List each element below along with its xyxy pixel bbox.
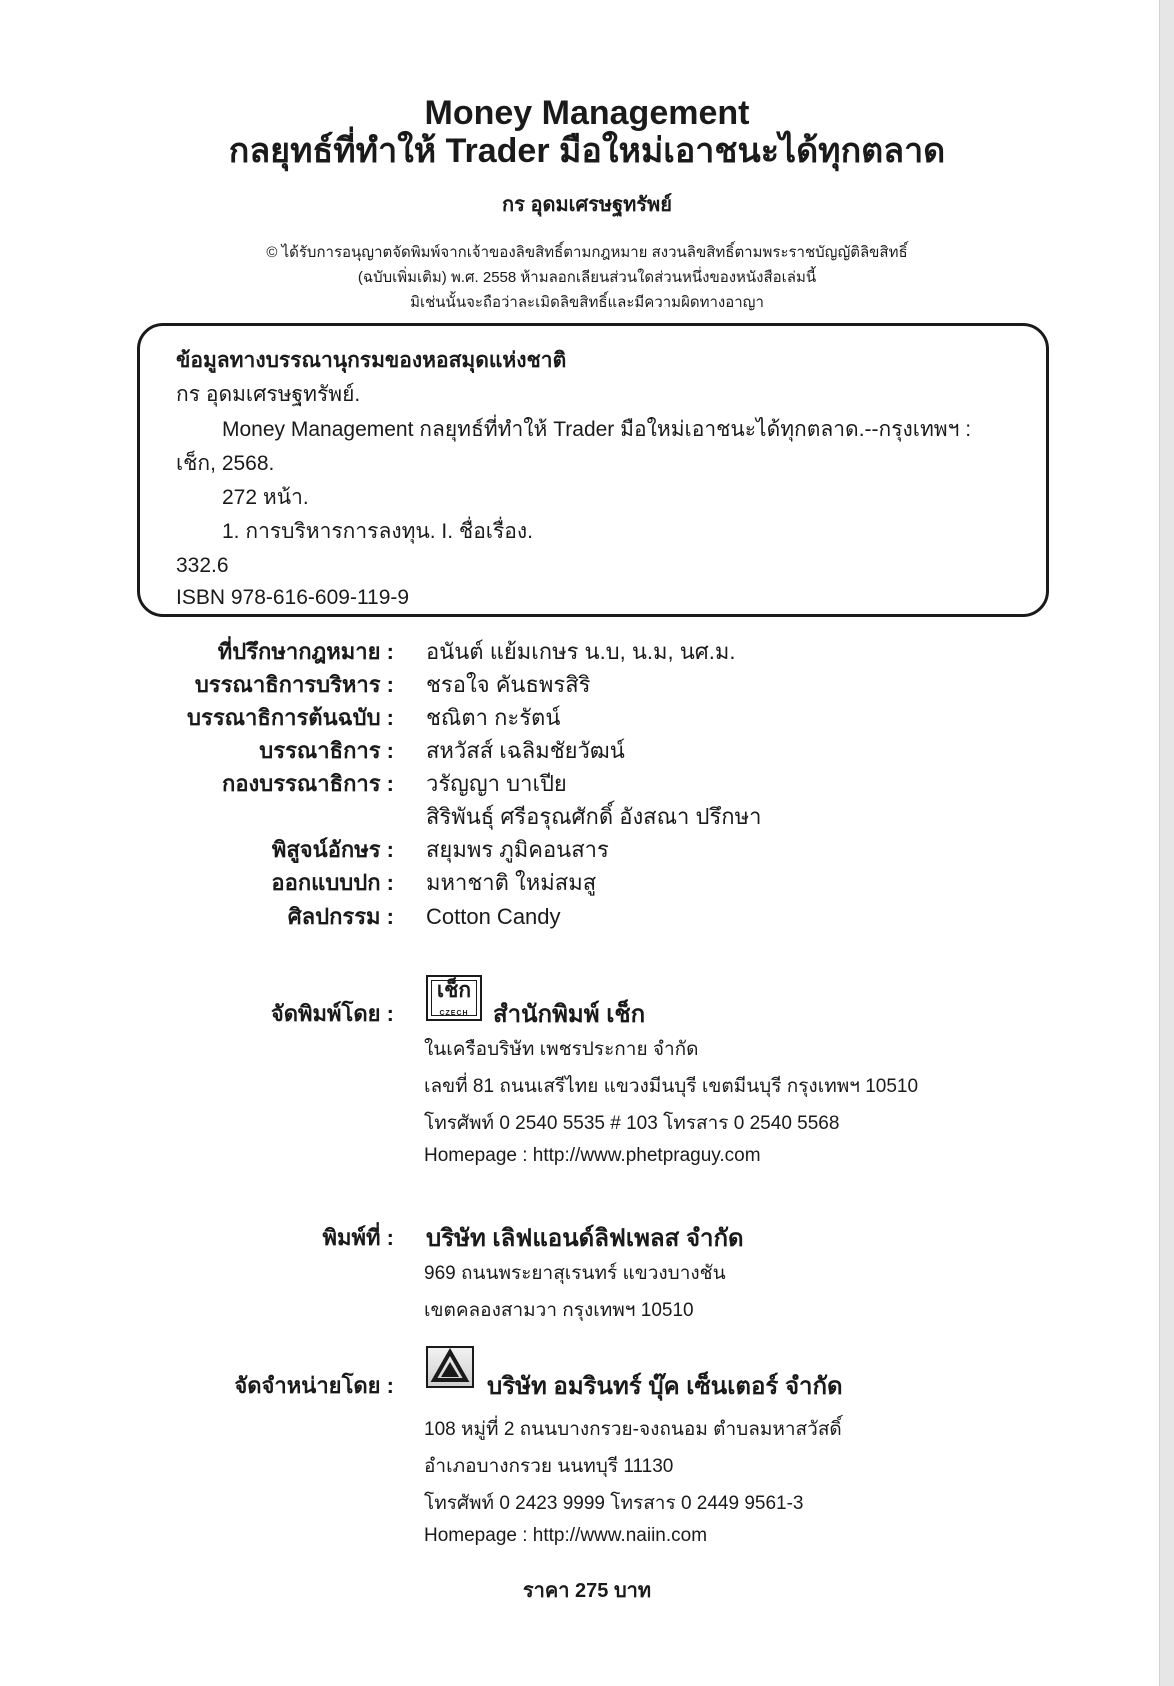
publisher-name: สำนักพิมพ์ เช็ก <box>493 1001 646 1028</box>
distributor-homepage: Homepage : http://www.naiin.com <box>424 1525 708 1546</box>
credit-label: ที่ปรึกษากฎหมาย : <box>217 639 394 664</box>
amarin-logo-icon <box>426 1346 474 1388</box>
credit-value: อนันต์ แย้มเกษร น.บ, น.ม, นศ.ม. <box>426 639 736 664</box>
copyright-line: © ได้รับการอนุญาตจัดพิมพ์จากเจ้าของลิขสิทธิ์ตามกฎหมาย สงวนลิขสิทธิ์ตามพระราชบัญญัติลิขสิทธิ์ <box>266 244 908 261</box>
publisher-line: ในเครือบริษัท เพชรประกาย จำกัด <box>424 1039 699 1060</box>
logo-text: เช็ก <box>436 979 472 1002</box>
credit-value: ชรอใจ คันธพรสิริ <box>426 672 591 697</box>
triangle-icon <box>428 1348 472 1386</box>
book-price: ราคา 275 บาท <box>522 1580 652 1602</box>
cip-subject: 1. การบริหารการลงทุน. I. ชื่อเรื่อง. <box>222 520 533 543</box>
cip-title-line: Money Management กลยุทธ์ที่ทำให้ Trader มือใหม่เอาชนะได้ทุกตลาด.--กรุงเทพฯ : <box>222 418 972 441</box>
credit-value: วรัญญา บาเปีย <box>426 771 567 796</box>
credit-label: ศิลปกรรม : <box>287 904 394 929</box>
credit-value: Cotton Candy <box>426 904 561 929</box>
copyright-notice <box>0 240 1174 315</box>
credit-value: สหวัสส์ เฉลิมชัยวัฒน์ <box>426 738 625 763</box>
cip-isbn: ISBN 978-616-609-119-9 <box>176 586 410 609</box>
distributor-phone: โทรศัพท์ 0 2423 9999 โทรสาร 0 2449 9561-3 <box>424 1493 804 1514</box>
credit-label: บรรณาธิการ : <box>259 738 394 763</box>
copyright-line: มิเช่นนั้นจะถือว่าละเมิดลิขสิทธิ์และมีความผิดทางอาญา <box>410 294 764 311</box>
printer-address: เขตคลองสามวา กรุงเทพฯ 10510 <box>424 1300 694 1321</box>
credit-value: ชณิตา กะรัตน์ <box>426 705 561 730</box>
cataloging-in-publication-box <box>137 323 1049 617</box>
credit-label: กองบรรณาธิการ : <box>222 771 394 796</box>
publisher-homepage: Homepage : http://www.phetpraguy.com <box>424 1145 761 1166</box>
credit-label: บรรณาธิการบริหาร : <box>194 672 394 697</box>
publisher-phone: โทรศัพท์ 0 2540 5535 # 103 โทรสาร 0 2540 5568 <box>424 1113 840 1134</box>
czech-publisher-logo <box>426 975 482 1021</box>
copyright-line: (ฉบับเพิ่มเติม) พ.ศ. 2558 ห้ามลอกเลียนส่วนใดส่วนหนึ่งของหนังสือเล่มนี้ <box>357 269 817 286</box>
cip-heading: ข้อมูลทางบรรณานุกรมของหอสมุดแห่งชาติ <box>176 349 567 372</box>
printer-name: บริษัท เลิฟแอนด์ลิฟเพลส จำกัด <box>426 1225 744 1252</box>
distributor-address: อำเภอบางกรวย นนทบุรี 11130 <box>424 1456 674 1477</box>
credit-value: สยุมพร ภูมิคอนสาร <box>426 837 609 862</box>
cip-classification: 332.6 <box>176 554 229 577</box>
credit-label: ออกแบบปก : <box>271 870 394 895</box>
printer-address: 969 ถนนพระยาสุเรนทร์ แขวงบางชัน <box>424 1263 726 1284</box>
book-title-thai: กลยุทธ์ที่ทำให้ Trader มือใหม่เอาชนะได้ทุกตลาด <box>228 132 946 170</box>
credit-value: มหาชาติ ใหม่สมสู <box>426 870 597 895</box>
cip-publisher-year: เช็ก, 2568. <box>176 452 275 475</box>
publisher-address: เลขที่ 81 ถนนเสรีไทย แขวงมีนบุรี เขตมีนบุรี กรุงเทพฯ 10510 <box>424 1076 919 1097</box>
cip-pages: 272 หน้า. <box>222 486 309 509</box>
printer-label: พิมพ์ที่ : <box>322 1225 394 1250</box>
logo-subtext: CZECH <box>439 1010 469 1017</box>
credit-label: พิสูจน์อักษร : <box>271 837 394 862</box>
distributor-name: บริษัท อมรินทร์ บุ๊ค เซ็นเตอร์ จำกัด <box>487 1373 843 1400</box>
credit-label: บรรณาธิการต้นฉบับ : <box>187 705 394 730</box>
cip-author: กร อุดมเศรษฐทรัพย์. <box>176 383 361 406</box>
credit-value: สิริพันธุ์ ศรีอรุณศักดิ์ อังสณา ปรึกษา <box>426 804 762 829</box>
publisher-label: จัดพิมพ์โดย : <box>270 1001 394 1026</box>
book-title-english: Money Management <box>424 94 750 132</box>
book-author: กร อุดมเศรษฐทรัพย์ <box>502 194 672 216</box>
distributor-address: 108 หมู่ที่ 2 ถนนบางกรวย-จงถนอม ตำบลมหาสวัสดิ์ <box>424 1419 842 1440</box>
distributor-label: จัดจำหน่ายโดย : <box>234 1373 394 1398</box>
